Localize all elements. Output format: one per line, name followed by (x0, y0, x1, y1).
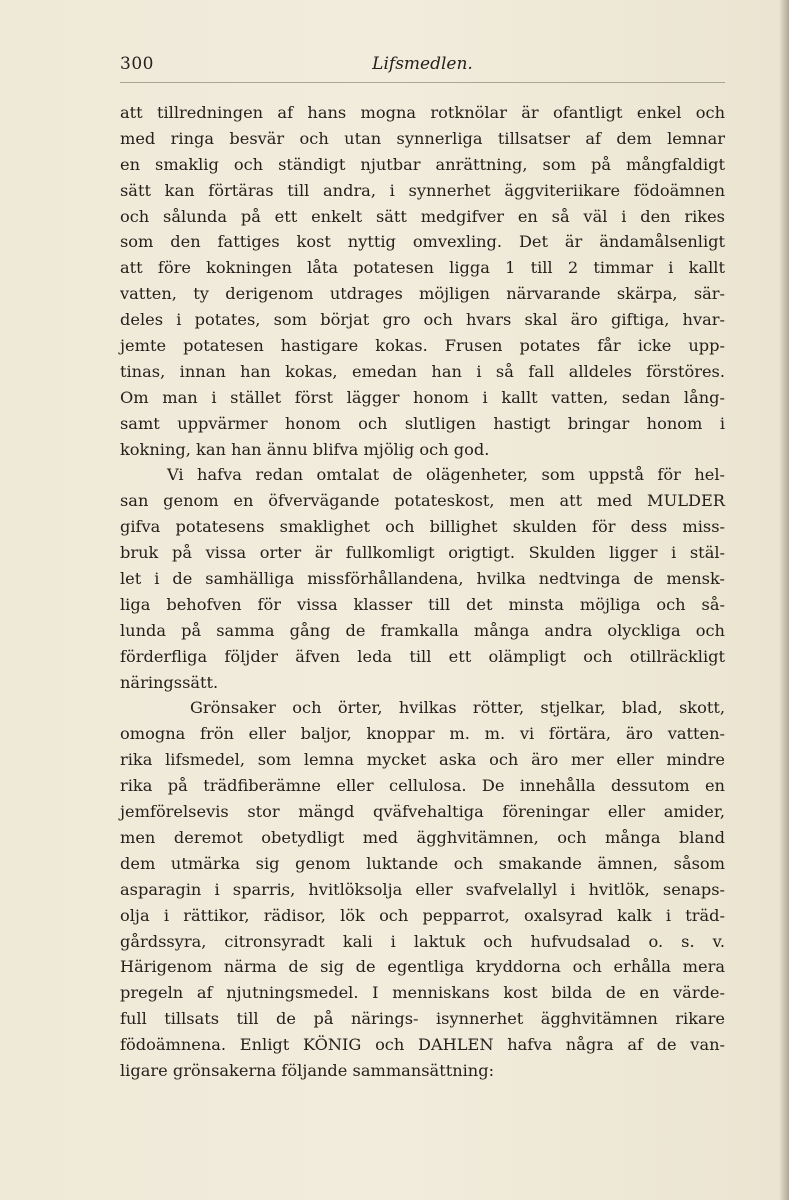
text-line: och sålunda på ett enkelt sätt medgifver en så väl i den rikes (120, 206, 725, 226)
text-line: som den fattiges kost nyttig omvexling. Det är ändamålsenligt (120, 232, 725, 252)
text-line: Om man i stället först lägger honom i kallt vatten, sedan lång- (120, 387, 725, 407)
text-line: samt uppvärmer honom och slutligen hastigt bringar honom i (120, 413, 725, 433)
text-line: att tillredningen af hans mogna rotknölar är ofantligt enkel och (120, 103, 725, 122)
text-line: sätt kan förtäras till andra, i synnerhet äggviteriikare födoämnen (120, 180, 725, 200)
text-line: full tillsats till de på närings- isynnerhet ägghvitämnen rikare (120, 1009, 725, 1029)
text-line: jemte potatesen hastigare kokas. Frusen potates får icke upp- (120, 336, 725, 356)
text-line: tinas, innan han kokas, emedan han i så fall alldeles förstöres. (120, 361, 725, 381)
text-line: let i de samhälliga missförhållandena, hvilka nedtvinga de mensk- (120, 569, 725, 589)
text-line: jemförelsevis stor mängd qväfvehaltiga föreningar eller amider, (120, 802, 725, 822)
text-line: asparagin i sparris, hvitlöksolja eller svafvelallyl i hvitlök, senaps- (120, 879, 725, 899)
text-line: liga behofven för vissa klasser till det minsta möjliga och så- (120, 594, 725, 614)
text-line: födoämnena. Enligt KÖNIG och DAHLEN hafva några af de van- (120, 1035, 725, 1055)
text-line: deles i potates, som börjat gro och hvars skal äro giftiga, hvar- (120, 310, 725, 330)
text-line: lunda på samma gång de framkalla många andra olyckliga och (120, 620, 725, 640)
text-line: förderfliga följder äfven leda till ett olämpligt och otillräckligt (120, 646, 725, 666)
body-text (120, 100, 725, 1084)
text-line: Härigenom närma de sig de egentliga kryddorna och erhålla mera (120, 957, 725, 977)
text-line: bruk på vissa orter är fullkomligt origtigt. Skulden ligger i stäl- (120, 543, 725, 563)
page-header (120, 50, 725, 80)
text-line: omogna frön eller baljor, knoppar m. m. vi förtära, äro vatten- (120, 724, 725, 744)
text-line: rika lifsmedel, som lemna mycket aska och äro mer eller mindre (120, 750, 725, 770)
text-line: en smaklig och ständigt njutbar anrättning, som på mångfaldigt (120, 154, 725, 174)
page-edge-shadow (779, 0, 789, 1200)
text-line: rika på trädfiberämne eller cellulosa. De innehålla dessutom en (120, 776, 725, 796)
running-title: Lifsmedlen. (372, 54, 473, 74)
page-number: 300 (120, 54, 154, 74)
text-line: dem utmärka sig genom luktande och smakande ämnen, såsom (120, 853, 725, 873)
text-line: men deremot obetydligt med ägghvitämnen, och många bland (120, 827, 725, 847)
text-line: pregeln af njutningsmedel. I menniskans kost bilda de en värde- (120, 983, 725, 1003)
text-line: att före kokningen låta potatesen ligga 1 till 2 timmar i kallt (120, 258, 725, 278)
text-line: näringssätt. (120, 672, 219, 692)
text-line: kokning, kan han ännu blifva mjölig och god. (120, 439, 490, 459)
text-line: Vi hafva redan omtalat de olägenheter, som uppstå för hel- (167, 465, 725, 485)
header-rule (120, 82, 725, 83)
text-line: vatten, ty derigenom utdrages möjligen närvarande skärpa, sär- (120, 284, 725, 304)
text-line: gifva potatesens smaklighet och billighet skulden för dess miss- (120, 517, 725, 537)
text-line: olja i rättikor, rädisor, lök och pepparrot, oxalsyrad kalk i träd- (120, 905, 725, 925)
text-line: med ringa besvär och utan synnerliga tillsatser af dem lemnar (120, 128, 725, 148)
text-line: san genom en öfvervägande potateskost, men att med MULDER (120, 491, 725, 511)
text-line: gårdssyra, citronsyradt kali i laktuk och hufvudsalad o. s. v. (120, 931, 725, 951)
text-line: ligare grönsakerna följande sammansättning: (120, 1060, 495, 1080)
text-line: Grönsaker och örter, hvilkas rötter, stjelkar, blad, skott, (190, 698, 725, 718)
